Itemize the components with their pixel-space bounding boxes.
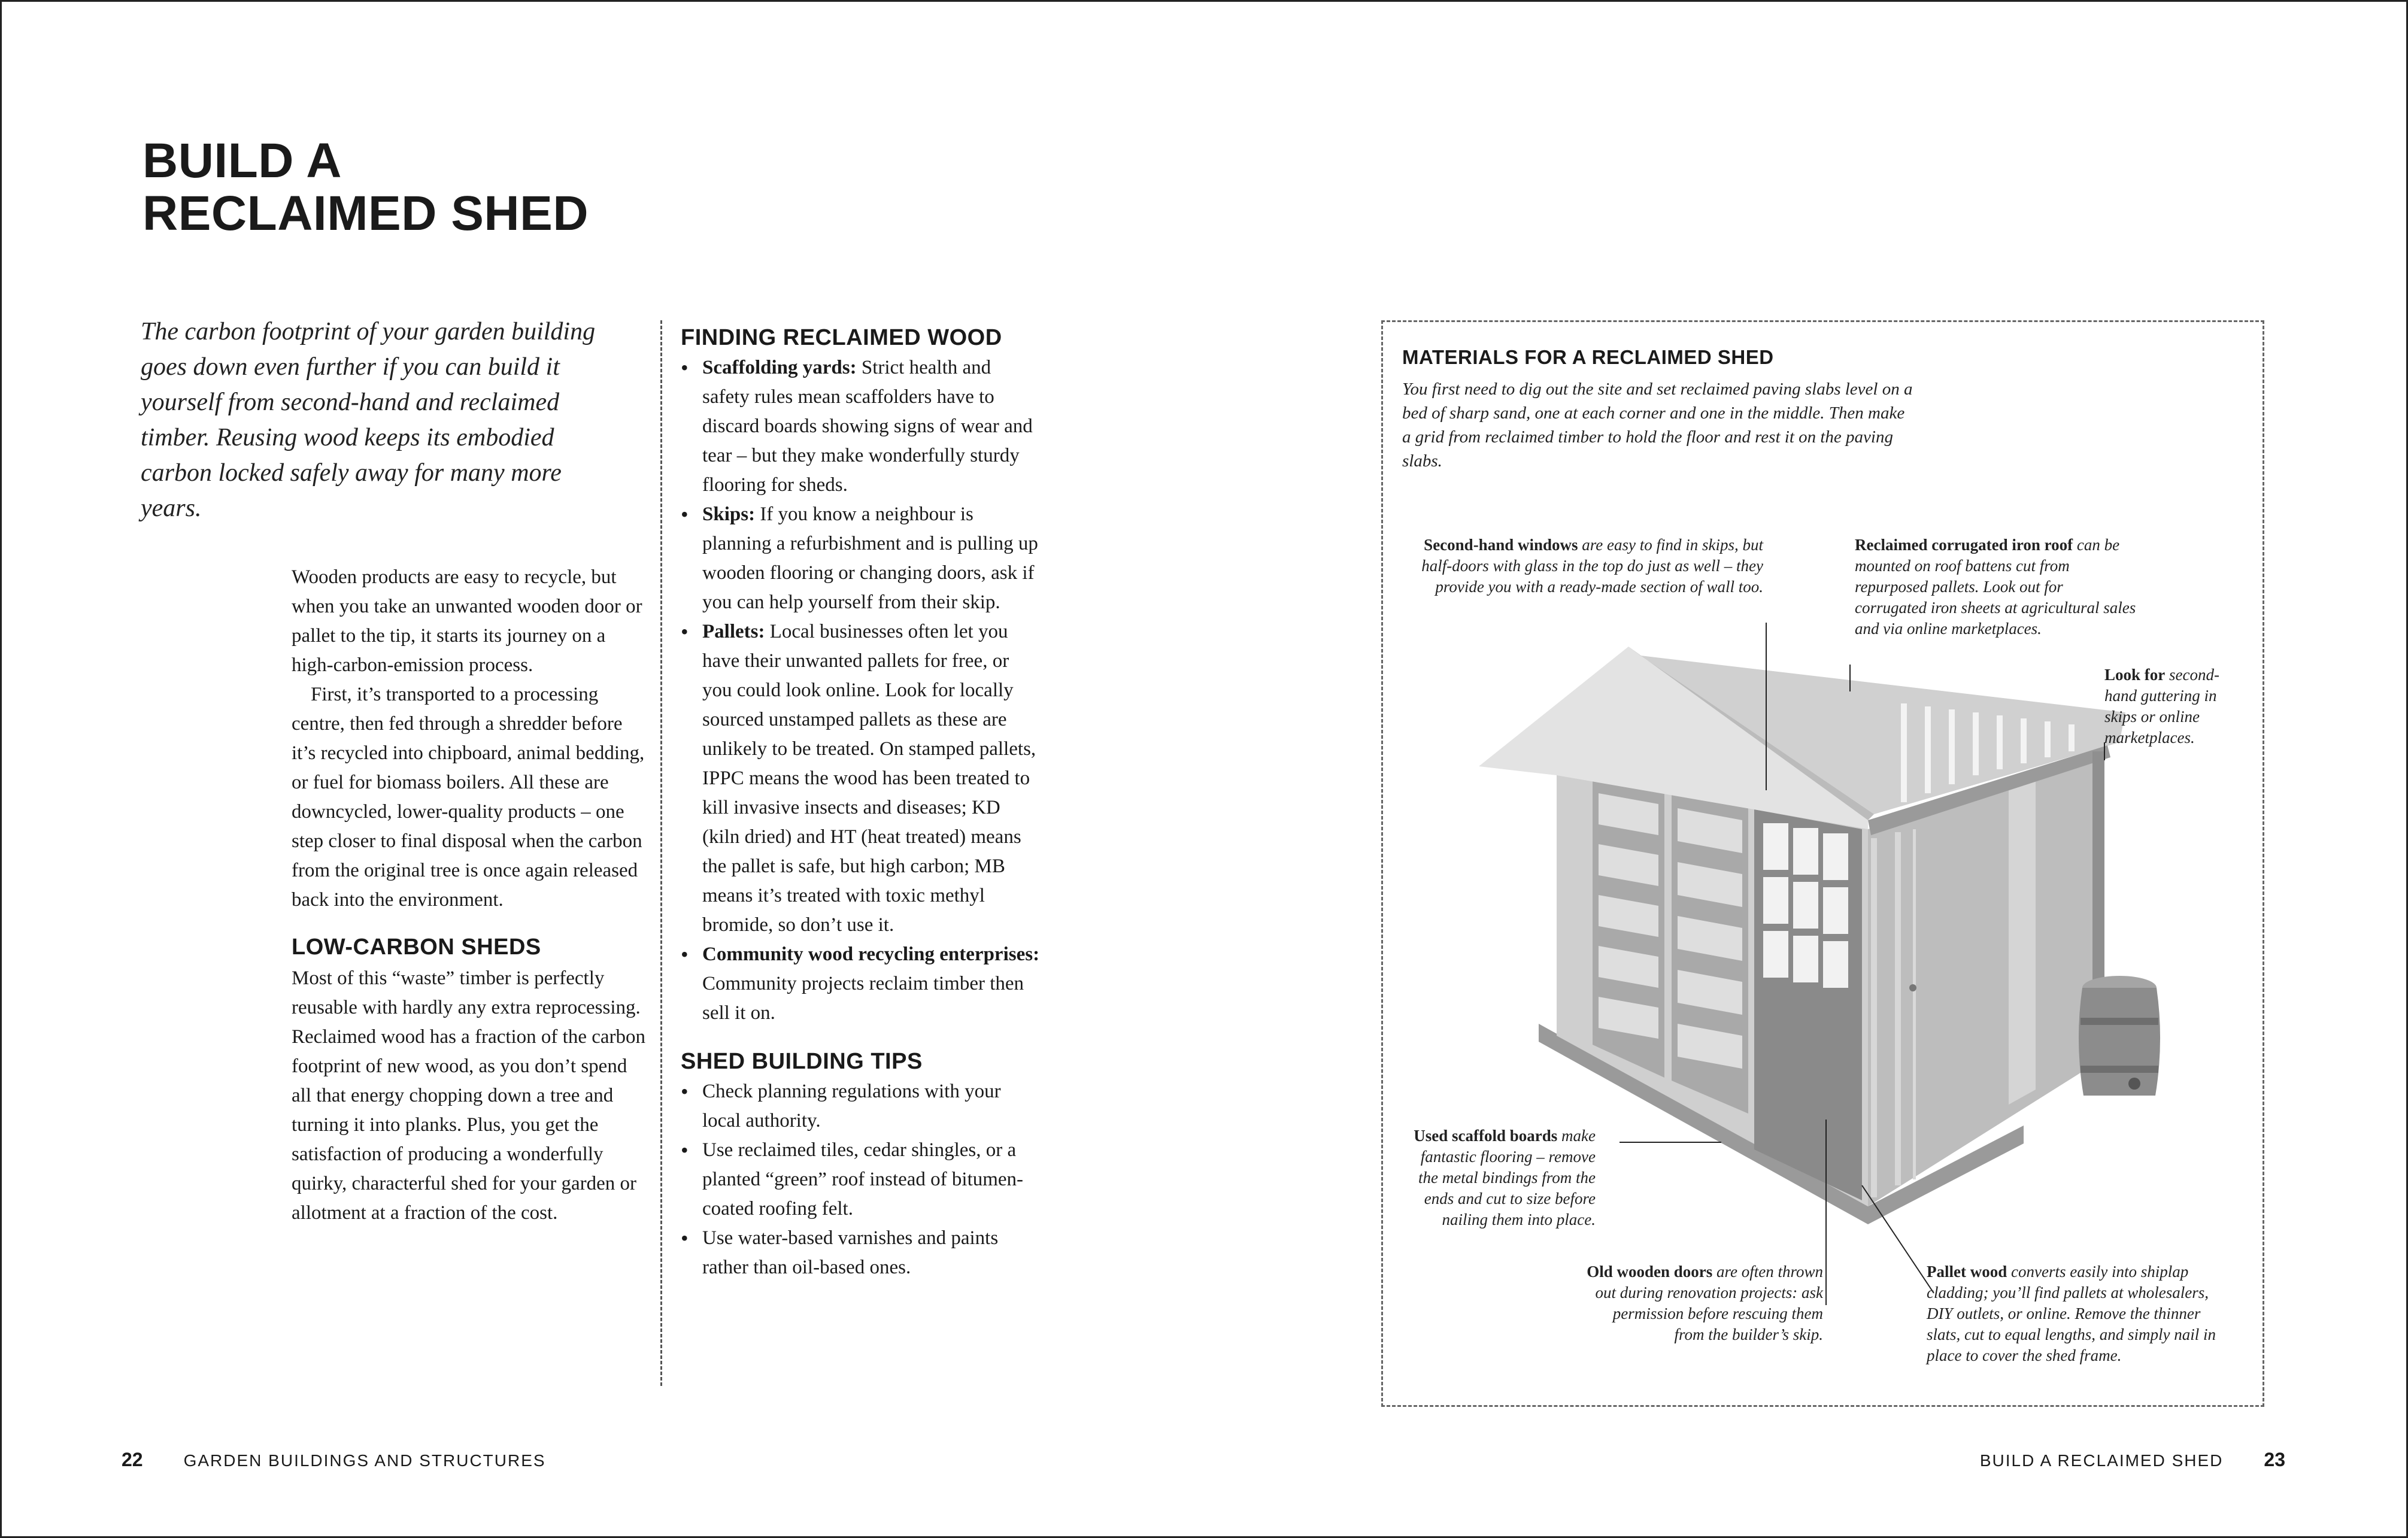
title-line-2: RECLAIMED SHED (142, 186, 589, 241)
finding-wood-heading: FINDING RECLAIMED WOOD (681, 325, 1002, 350)
cladding-edge (1913, 829, 1916, 1179)
annotation-scaffold (1407, 1126, 1596, 1230)
annotation-pallet (1927, 1261, 2226, 1366)
body-paragraph-2: First, it’s transported to a processing centre, then fed through a shredder before it’s recycled into chipboard, animal bedding, or fuel for biomass boilers. All these are downcycled, lower-quality products – one step closer to final disposal when the carbon from the original tree is once again released back into the environment. (292, 684, 645, 911)
annotation-lead: Old wooden doors (1587, 1263, 1713, 1281)
page-number-right: 23 (2264, 1449, 2285, 1470)
annotation-windows (1404, 535, 1763, 597)
list-item (681, 353, 1040, 500)
annotation-doors (1581, 1261, 1823, 1345)
list-item: • Use water-based varnishes and paints rather than oil-based ones. (681, 1224, 1040, 1282)
page-title (142, 135, 681, 240)
list-item-text: Strict health and safety rules mean scaffolders have to discard boards showing signs of wear and tear – but they make wonderfully sturdy flooring for sheds. (702, 357, 1033, 496)
list-item (681, 617, 1040, 940)
annotation-text: can be mounted on roof battens cut from repurposed pallets. Look out for corrugated iron sheets at agricultural sales and via online marketplaces. (1855, 536, 2136, 638)
water-butt (2079, 988, 2160, 1096)
door-window-panes (1763, 823, 1848, 988)
intro-text: The carbon footprint of your garden building goes down even further if you can build it yourself from second-hand and reclaimed timber. Reusing wood keeps its embodied carbon locked safely away for many more years. (141, 318, 596, 522)
list-item-lead: Skips: (702, 503, 756, 525)
annotation-text: second-hand guttering in skips or online marketplaces. (2104, 666, 2219, 747)
body-paragraph-1: Wooden products are easy to recycle, but when you take an unwanted wooden door or pallet to the tip, it starts its journey on a high-carbon-emission process. (292, 566, 642, 676)
list-item: • Check planning regulations with your local authority. (681, 1077, 1040, 1136)
list-item-text: If you know a neighbour is planning a refurbishment and is pulling up wooden flooring or changing doors, ask if you can help yourself from their skip. (702, 503, 1038, 613)
annotation-lead: Used scaffold boards (1414, 1127, 1558, 1145)
annotation-lead: Second-hand windows (1424, 536, 1578, 554)
body-column-right (681, 322, 1040, 1282)
materials-box-title: MATERIALS FOR A RECLAIMED SHED (1402, 346, 1774, 368)
body-column-left (292, 563, 651, 1228)
finding-wood-list (681, 353, 1040, 1028)
annotation-text: are easy to find in skips, but half-doors with glass in the top do just as well – they provide you with a ready-made section of wall too. (1421, 536, 1763, 596)
list-item: • Use reclaimed tiles, cedar shingles, or a planted “green” roof instead of bitumen-coated roofing felt. (681, 1136, 1040, 1224)
annotation-text: make fantastic flooring – remove the metal bindings from the ends and cut to size before nailing them into place. (1418, 1127, 1596, 1228)
annotation-lead: Pallet wood (1927, 1263, 2007, 1281)
running-head-right: BUILD A RECLAIMED SHED (1979, 1451, 2224, 1470)
title-line-1: BUILD A (142, 134, 342, 188)
list-item-lead: Community wood recycling enterprises: (702, 944, 1040, 965)
water-butt-tap (2128, 1078, 2140, 1090)
tips-heading: SHED BUILDING TIPS (681, 1049, 923, 1074)
annotation-guttering (2104, 665, 2251, 748)
annotation-lead: Look for (2104, 666, 2166, 684)
annotation-text: converts easily into shiplap cladding; you’ll find pallets at wholesalers, DIY outlets, or online. Remove the thinner slats, cut to equal lengths, and simply nail in place to cover the shed frame. (1927, 1263, 2216, 1364)
list-item (681, 940, 1040, 1028)
list-item-text: Community projects reclaim timber then sell it on. (702, 973, 1024, 1024)
low-carbon-heading: LOW-CARBON SHEDS (292, 935, 541, 960)
annotation-roof (1855, 535, 2136, 639)
column-divider (660, 320, 662, 1386)
list-item-lead: Pallets: (702, 621, 765, 642)
annotation-text: are often thrown out during renovation projects: ask permission before rescuing them from the builder’s skip. (1595, 1263, 1823, 1343)
list-item-text: Local businesses often let you have their unwanted pallets for free, or you could look online. Look for locally sourced unstamped pallets as these are unlikely to be treated. On stamped pallets, IPPC means the wood has been treated to kill invasive insects and diseases; KD (kiln dried) and HT (heat treated) means the pallet is safe, but high carbon; MB means it’s treated with toxic methyl bromide, so don’t use it. (702, 621, 1036, 936)
door-knob (1909, 984, 1916, 991)
body-paragraph-3: Most of this “waste” timber is perfectly reusable with hardly any extra reprocessing. Reclaimed wood has a fraction of the carbon footprint of new wood, as you don’t spend all that energy chopping down a tree and turning it into planks. Plus, you get the satisfaction of producing a wonderfully quirky, characterful shed for your garden or allotment at a fraction of the cost. (292, 967, 646, 1224)
list-item-lead: Scaffolding yards: (702, 357, 857, 378)
water-butt-hoop (2081, 1018, 2158, 1025)
water-butt-hoop (2081, 1066, 2158, 1073)
running-head-left: GARDEN BUILDINGS AND STRUCTURES (183, 1451, 546, 1470)
page-number-left: 22 (122, 1449, 143, 1470)
annotation-lead: Reclaimed corrugated iron roof (1855, 536, 2073, 554)
left-folio (122, 1448, 546, 1473)
side-panel-highlight (2009, 775, 2036, 1105)
list-item (681, 500, 1040, 617)
materials-box-intro: You first need to dig out the site and set reclaimed paving slabs level on a bed of sharp sand, one at each corner and one in the middle. Then make a grid from reclaimed timber to hold the floor and rest it on the paving slabs. (1402, 380, 1913, 471)
tips-list (681, 1077, 1040, 1282)
right-folio (1980, 1448, 2285, 1473)
